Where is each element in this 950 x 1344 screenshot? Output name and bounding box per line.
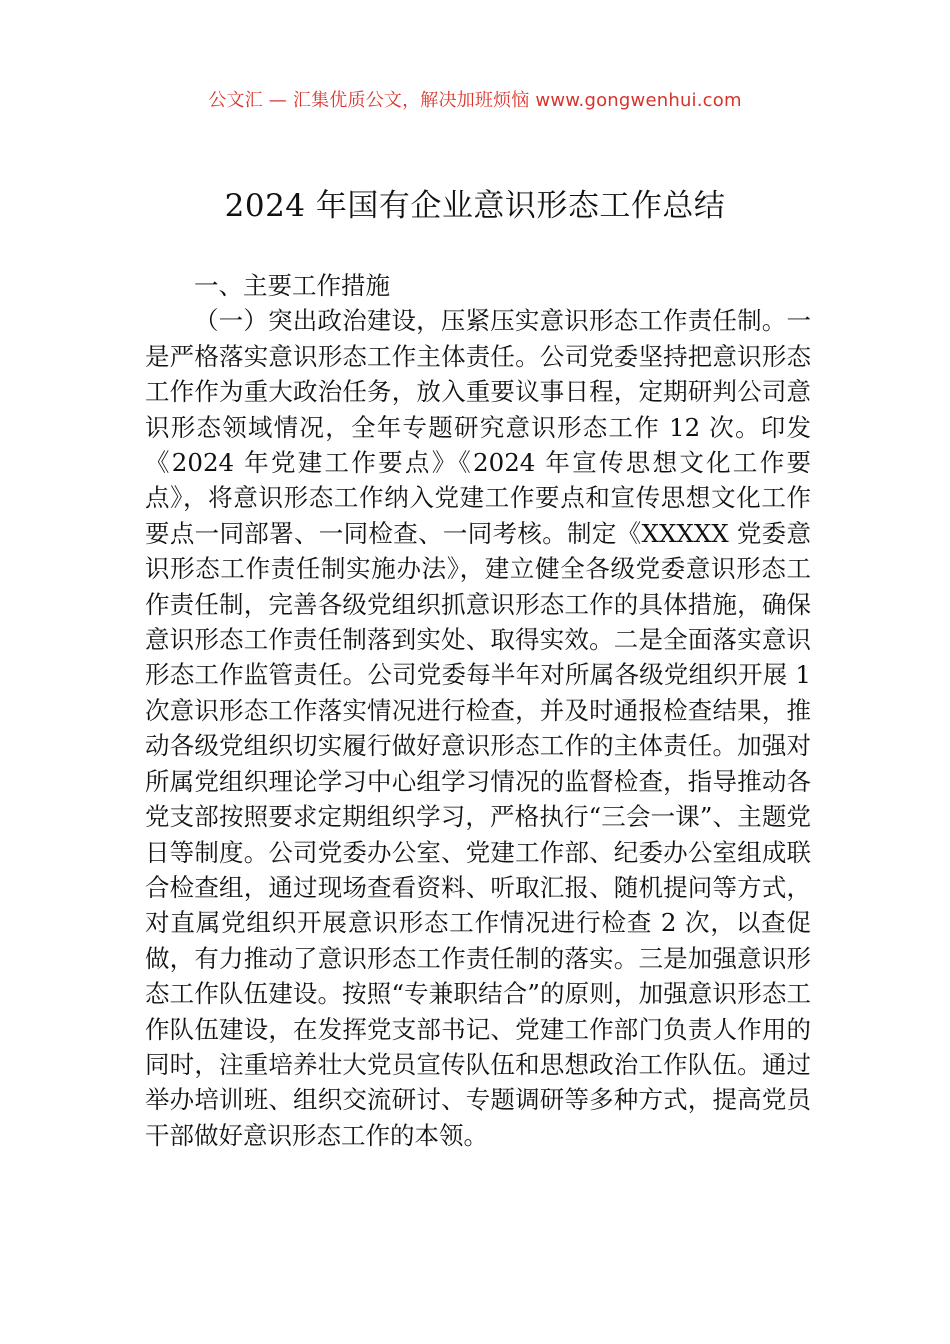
document-body [145, 268, 811, 1153]
body-paragraph: （一）突出政治建设，压紧压实意识形态工作责任制。一是严格落实意识形态工作主体责任。公司党委坚持把意识形态工作作为重大政治任务，放入重要议事日程，定期研判公司意识形态领域情况，全年专题研究意识形态工作 12 次。印发《2024 年党建工作要点》《2024 年宣传思想文化工作要点》，将意识形态工作纳入党建工作要点和宣传思想文化工作要点一同部署、一同检查、一同考核。制定《XXXXX 党委意识形态工作责任制实施办法》，建立健全各级党委意识形态工作责任制，完善各级党组织抓意识形态工作的具体措施，确保意识形态工作责任制落到实处、取得实效。二是全面落实意识形态工作监管责任。公司党委每半年对所属各级党组织开展 1 次意识形态工作落实情况进行检查，并及时通报检查结果，推动各级党组织切实履行做好意识形态工作的主体责任。加强对所属党组织理论学习中心组学习情况的监督检查，指导推动各党支部按照要求定期组织学习，严格执行“三会一课”、主题党日等制度。公司党委办公室、党建工作部、纪委办公室组成联合检查组，通过现场查看资料、听取汇报、随机提问等方式，对直属党组织开展意识形态工作情况进行检查 2 次，以查促做，有力推动了意识形态工作责任制的落实。三是加强意识形态工作队伍建设。按照“专兼职结合”的原则，加强意识形态工作队伍建设，在发挥党支部书记、党建工作部门负责人作用的同时，注重培养壮大党员宣传队伍和思想政治工作队伍。通过举办培训班、组织交流研讨、专题调研等多种方式，提高党员干部做好意识形态工作的本领。 [145, 306, 811, 1150]
section-heading: 一、主要工作措施 [194, 271, 390, 300]
document-title: 2024 年国有企业意识形态工作总结 [224, 188, 726, 224]
site-banner: 公文汇 — 汇集优质公文，解决加班烦恼 www.gongwenhui.com [208, 90, 742, 111]
